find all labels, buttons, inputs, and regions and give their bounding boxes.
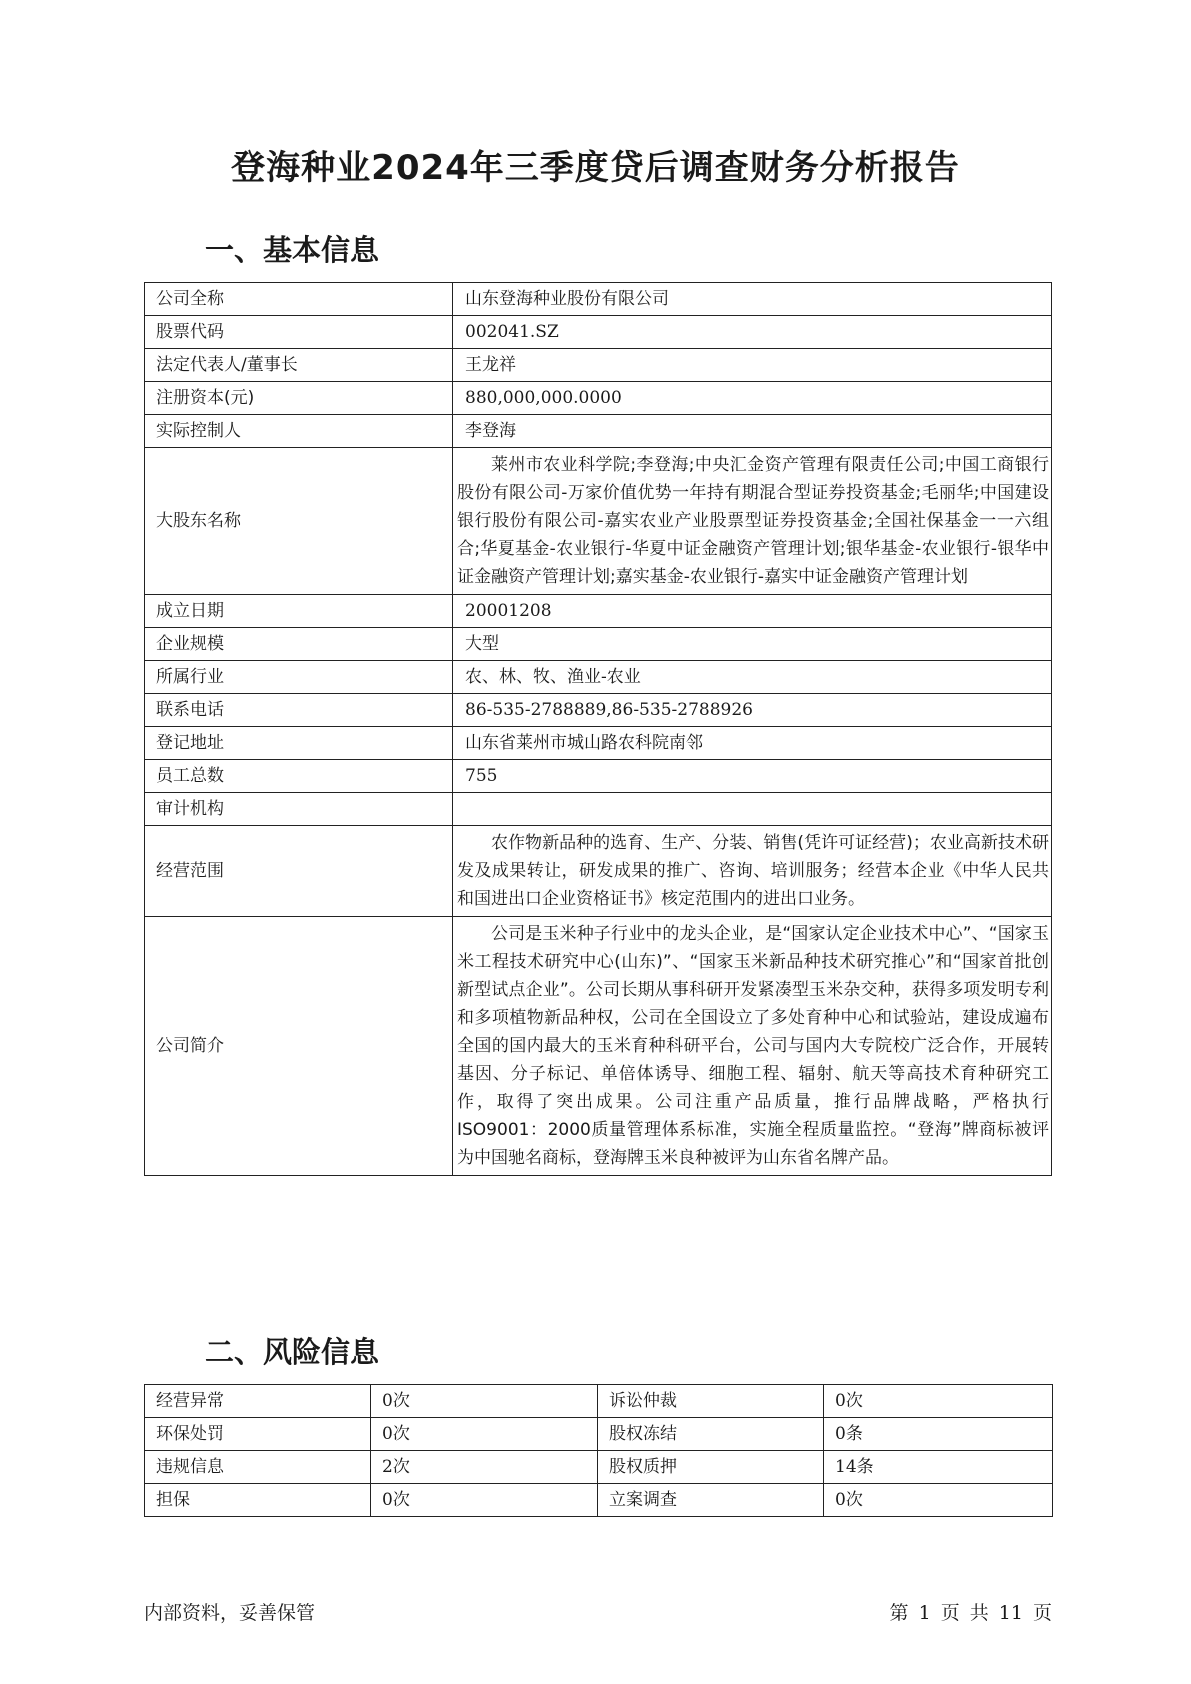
- field-value: 86-535-2788889,86-535-2788926: [453, 694, 1052, 727]
- field-value: 公司是玉米种子行业中的龙头企业，是“国家认定企业技术中心”、“国家玉米工程技术研究中心(山东)”、“国家玉米新品种技术研究推心”和“国家首批创新型试点企业”。公司长期从事科研开发紧凑型玉米杂交种，获得多项发明专利和多项植物新品种权，公司在全国设立了多处育种中心和试验站，建设成遍布全国的国内最大的玉米育种科研平台，公司与国内大专院校广泛合作，开展转基因、分子标记、单倍体诱导、细胞工程、辐射、航天等高技术育种研究工作，取得了突出成果。公司注重产品质量，推行品牌战略，严格执行ISO9001：2000质量管理体系标准，实施全程质量监控。“登海”牌商标被评为中国驰名商标，登海牌玉米良种被评为山东省名牌产品。: [453, 917, 1052, 1176]
- field-value: 大型: [453, 628, 1052, 661]
- field-value: 755: [453, 760, 1052, 793]
- table-row: [145, 760, 1052, 793]
- field-value: 农作物新品种的选育、生产、分装、销售(凭许可证经营)；农业高新技术研发及成果转让，研发成果的推广、咨询、培训服务；经营本企业《中华人民共和国进出口企业资格证书》核定范围内的进出口业务。: [453, 826, 1052, 917]
- field-value: 莱州市农业科学院;李登海;中央汇金资产管理有限责任公司;中国工商银行股份有限公司-万家价值优势一年持有期混合型证券投资基金;毛丽华;中国建设银行股份有限公司-嘉实农业产业股票型证券投资基金;全国社保基金一一六组合;华夏基金-农业银行-华夏中证金融资产管理计划;银华基金-农业银行-银华中证金融资产管理计划;嘉实基金-农业银行-嘉实中证金融资产管理计划: [453, 448, 1052, 595]
- field-label: 股票代码: [145, 316, 453, 349]
- field-label: 法定代表人/董事长: [145, 349, 453, 382]
- field-label: 员工总数: [145, 760, 453, 793]
- risk-value: 0次: [371, 1418, 598, 1451]
- field-label: 实际控制人: [145, 415, 453, 448]
- field-value: 山东省莱州市城山路农科院南邻: [453, 727, 1052, 760]
- field-label: 公司简介: [145, 917, 453, 1176]
- table-row: [145, 415, 1052, 448]
- footer-page-number: 第 1 页 共 11 页: [889, 1602, 1052, 1624]
- field-value: 880,000,000.0000: [453, 382, 1052, 415]
- risk-label: 立案调查: [598, 1484, 824, 1517]
- table-row: [145, 1484, 1053, 1517]
- risk-label: 股权冻结: [598, 1418, 824, 1451]
- field-label: 审计机构: [145, 793, 453, 826]
- field-value: 李登海: [453, 415, 1052, 448]
- field-label: 所属行业: [145, 661, 453, 694]
- table-row: [145, 316, 1052, 349]
- table-row: [145, 283, 1052, 316]
- table-row: [145, 349, 1052, 382]
- risk-value: 0次: [824, 1484, 1053, 1517]
- field-label: 成立日期: [145, 595, 453, 628]
- risk-label: 担保: [145, 1484, 371, 1517]
- table-row: [145, 826, 1052, 917]
- field-label: 企业规模: [145, 628, 453, 661]
- field-label: 公司全称: [145, 283, 453, 316]
- risk-value: 0次: [371, 1484, 598, 1517]
- risk-value: 14条: [824, 1451, 1053, 1484]
- table-row: [145, 595, 1052, 628]
- risk-value: 0次: [371, 1385, 598, 1418]
- table-row: [145, 382, 1052, 415]
- table-row: [145, 448, 1052, 595]
- field-label: 注册资本(元): [145, 382, 453, 415]
- table-row: [145, 917, 1052, 1176]
- field-value: 20001208: [453, 595, 1052, 628]
- risk-label: 诉讼仲裁: [598, 1385, 824, 1418]
- field-label: 联系电话: [145, 694, 453, 727]
- section-heading-risk-info: 二、风险信息: [205, 1335, 380, 1369]
- field-label: 大股东名称: [145, 448, 453, 595]
- field-label: 登记地址: [145, 727, 453, 760]
- risk-info-table: [144, 1384, 1053, 1517]
- risk-label: 经营异常: [145, 1385, 371, 1418]
- table-row: [145, 1385, 1053, 1418]
- field-label: 经营范围: [145, 826, 453, 917]
- risk-value: 2次: [371, 1451, 598, 1484]
- field-value: [453, 793, 1052, 826]
- risk-label: 股权质押: [598, 1451, 824, 1484]
- table-row: [145, 694, 1052, 727]
- risk-label: 环保处罚: [145, 1418, 371, 1451]
- section-heading-basic-info: 一、基本信息: [205, 233, 380, 267]
- table-row: [145, 727, 1052, 760]
- table-row: [145, 628, 1052, 661]
- table-row: [145, 793, 1052, 826]
- table-row: [145, 1451, 1053, 1484]
- table-row: [145, 661, 1052, 694]
- risk-label: 违规信息: [145, 1451, 371, 1484]
- field-value: 002041.SZ: [453, 316, 1052, 349]
- field-value: 山东登海种业股份有限公司: [453, 283, 1052, 316]
- field-value: 王龙祥: [453, 349, 1052, 382]
- table-row: [145, 1418, 1053, 1451]
- footer-confidentiality-note: 内部资料，妥善保管: [144, 1602, 316, 1624]
- field-value: 农、林、牧、渔业-农业: [453, 661, 1052, 694]
- report-title: 登海种业2024年三季度贷后调查财务分析报告: [231, 148, 960, 188]
- basic-info-table: [144, 282, 1052, 1176]
- risk-value: 0条: [824, 1418, 1053, 1451]
- risk-value: 0次: [824, 1385, 1053, 1418]
